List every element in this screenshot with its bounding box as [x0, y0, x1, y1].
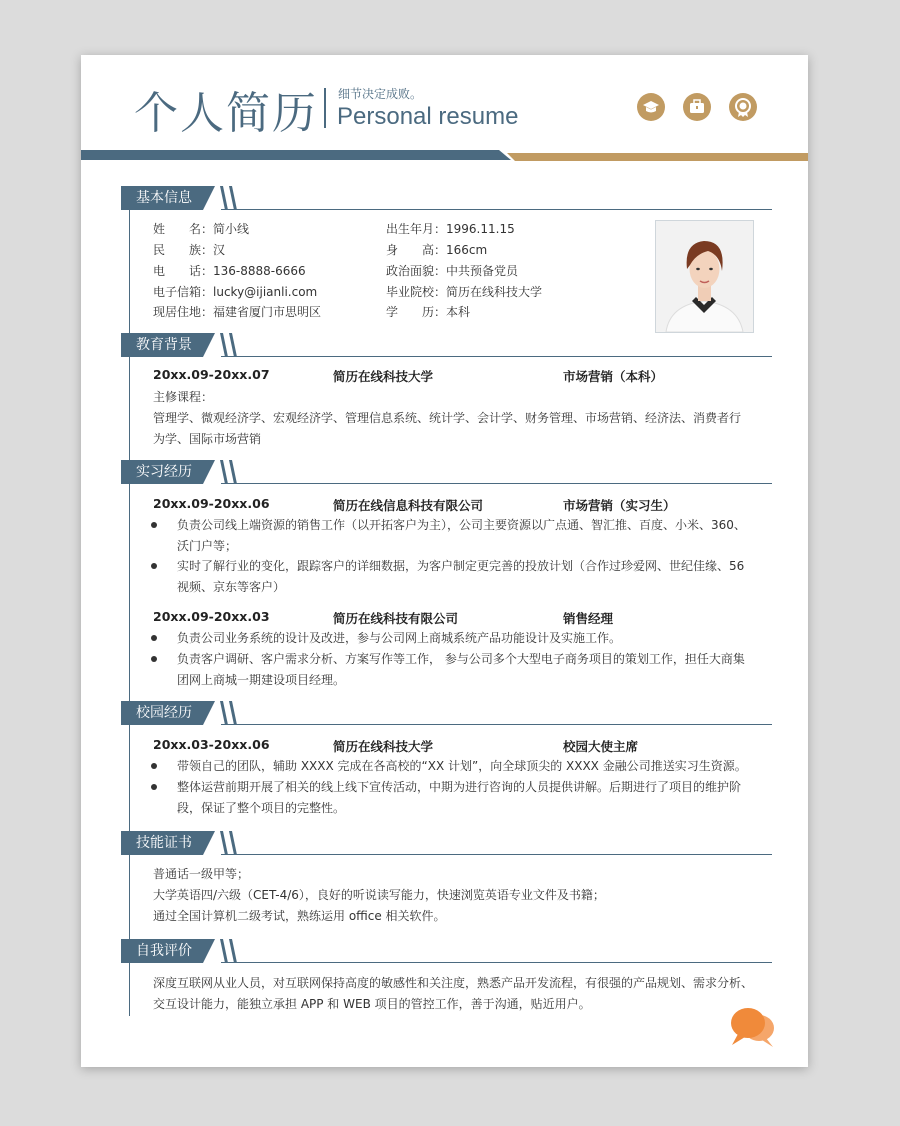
tab-stripe	[229, 460, 237, 484]
job-date: 20xx.09-20xx.03	[153, 609, 270, 624]
info-row: 学 历：本科	[386, 305, 471, 319]
job-company: 简历在线信息科技有限公司	[333, 498, 484, 513]
list-item: 实时了解行业的变化，跟踪客户的详细数据，为客户制定更完善的投放计划（合作过珍爱网、世纪佳缘、56 视频、京东等客户）	[151, 556, 757, 598]
resume-page	[81, 55, 808, 1067]
header-band-gold	[507, 153, 808, 161]
briefcase-icon	[683, 93, 711, 121]
skill-line: 通过全国计算机二级考试，熟练运用 office 相关软件。	[153, 909, 446, 923]
info-row: 电子信箱：lucky@ijianli.com	[153, 285, 318, 299]
chat-bubbles-icon	[728, 1005, 778, 1051]
section-rule	[221, 209, 772, 210]
title-divider	[324, 88, 326, 128]
bullet-dot	[151, 784, 157, 790]
campus-date: 20xx.03-20xx.06	[153, 737, 270, 752]
tab-stripe	[229, 186, 237, 210]
info-row: 身 高：166cm	[386, 243, 488, 257]
bullet-dot	[151, 563, 157, 569]
info-row: 毕业院校：简历在线科技大学	[386, 285, 543, 299]
tab-stripe	[229, 939, 237, 963]
section-title: 自我评价	[121, 939, 203, 963]
section-self-header	[121, 939, 772, 963]
job-company: 简历在线科技有限公司	[333, 611, 459, 626]
courses-line: 管理学、微观经济学、宏观经济学、管理信息系统、统计学、会计学、财务管理、市场营销、经济法、消费者行	[153, 411, 742, 425]
self-line: 交互设计能力，能独立承担 APP 和 WEB 项目的管控工作，善于沟通，贴近用户。	[153, 997, 591, 1011]
section-skills-header	[121, 831, 772, 855]
job-role: 市场营销（实习生）	[563, 498, 676, 513]
courses-label: 主修课程：	[153, 390, 214, 404]
tab-stripe	[220, 186, 228, 210]
edu-school: 简历在线科技大学	[333, 369, 434, 384]
tab-stripe	[220, 333, 228, 357]
section-rule	[221, 854, 772, 855]
tab-stripe	[220, 939, 228, 963]
section-internship-header	[121, 460, 772, 484]
self-line: 深度互联网从业人员，对互联网保持高度的敏感性和关注度，熟悉产品开发流程，有很强的产品规划、需求分析、	[153, 976, 754, 990]
info-row: 电 话：136-8888-6666	[153, 264, 306, 278]
header-band-blue	[81, 150, 511, 160]
list-item: 负责客户调研、客户需求分析、方案写作等工作， 参与公司多个大型电子商务项目的策划工作，担任大商集 团网上商城一期建设项目经理。	[151, 649, 757, 691]
campus-school: 简历在线科技大学	[333, 739, 434, 754]
courses-line: 为学、国际市场营销	[153, 432, 262, 446]
bullet-dot	[151, 656, 157, 662]
section-campus-header	[121, 701, 772, 725]
skill-line: 普通话一级甲等；	[153, 867, 250, 881]
page-title: 个人简历	[134, 88, 318, 139]
section-education-header	[121, 333, 772, 357]
job-date: 20xx.09-20xx.06	[153, 496, 270, 511]
section-rule	[221, 962, 772, 963]
section-rule	[221, 356, 772, 357]
tab-stripe	[220, 831, 228, 855]
section-rule	[221, 724, 772, 725]
section-title: 技能证书	[121, 831, 203, 855]
award-medal-icon	[729, 93, 757, 121]
section-basic-header	[121, 186, 772, 210]
subtitle: Personal resume	[337, 103, 519, 130]
profile-photo	[655, 220, 754, 333]
bullet-dot	[151, 763, 157, 769]
edu-date: 20xx.09-20xx.07	[153, 367, 270, 382]
info-row: 出生年月：1996.11.15	[386, 222, 515, 236]
skill-line: 大学英语四/六级（CET-4/6），良好的听说读写能力，快速浏览英语专业文件及书籍；	[153, 888, 605, 902]
section-title: 教育背景	[121, 333, 203, 357]
tab-stripe	[220, 460, 228, 484]
slogan: 细节决定成败。	[338, 87, 423, 101]
graduation-cap-icon	[637, 93, 665, 121]
tab-stripe	[220, 701, 228, 725]
section-title: 基本信息	[121, 186, 203, 210]
list-item: 负责公司业务系统的设计及改进，参与公司网上商城系统产品功能设计及实施工作。	[151, 628, 757, 649]
bullet-dot	[151, 522, 157, 528]
section-rule	[221, 483, 772, 484]
tab-stripe	[229, 831, 237, 855]
edu-major: 市场营销（本科）	[563, 369, 664, 384]
section-title: 实习经历	[121, 460, 203, 484]
list-item: 带领自己的团队，辅助 XXXX 完成在各高校的“XX 计划”，向全球顶尖的 XXXX 金融公司推送实习生资源。	[151, 756, 757, 777]
job-role: 销售经理	[563, 611, 614, 626]
list-item: 负责公司线上端资源的销售工作（以开拓客户为主），公司主要资源以广点通、智汇推、百度、小米、360、 沃门户等；	[151, 515, 757, 557]
section-title: 校园经历	[121, 701, 203, 725]
timeline-line	[129, 187, 130, 1016]
list-item: 整体运营前期开展了相关的线上线下宣传活动，中期为进行咨询的人员提供讲解。后期进行了项目的维护阶 段，保证了整个项目的完整性。	[151, 777, 757, 819]
info-row: 姓 名：简小线	[153, 222, 250, 236]
info-row: 政治面貌：中共预备党员	[386, 264, 519, 278]
info-row: 现居住地：福建省厦门市思明区	[153, 305, 322, 319]
bullet-dot	[151, 635, 157, 641]
info-row: 民 族：汉	[153, 243, 226, 257]
tab-stripe	[229, 701, 237, 725]
campus-role: 校园大使主席	[563, 739, 639, 754]
tab-stripe	[229, 333, 237, 357]
